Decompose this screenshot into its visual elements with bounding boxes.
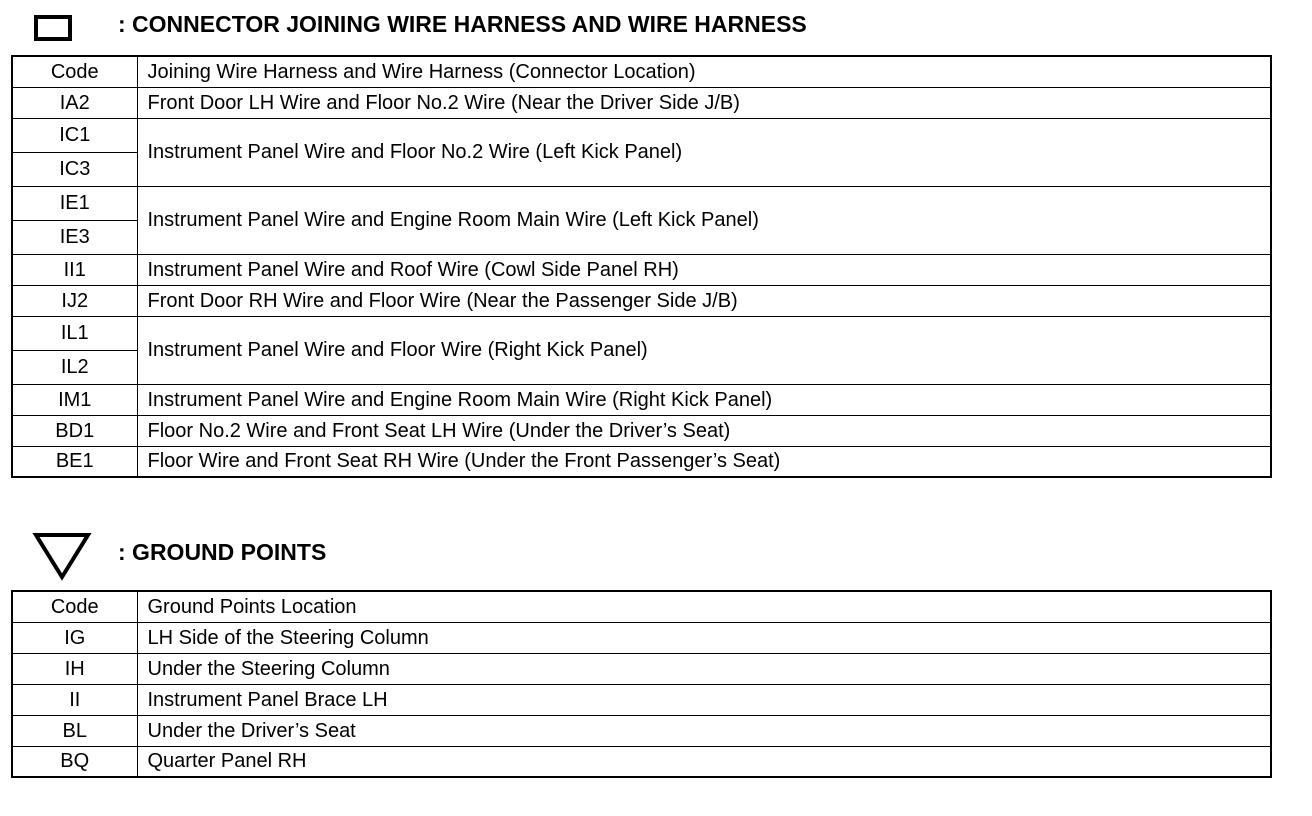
table-row — [12, 118, 1271, 186]
code-value: IL1 — [13, 317, 137, 351]
table-row — [12, 653, 1271, 684]
code-cell: IA2 — [12, 87, 137, 118]
code-cell: BL — [12, 715, 137, 746]
code-cell — [12, 316, 137, 384]
description-cell: Instrument Panel Wire and Floor No.2 Wire (Left Kick Panel) — [137, 118, 1271, 186]
table-header-row — [12, 591, 1271, 622]
description-cell: Under the Steering Column — [137, 653, 1271, 684]
table-row — [12, 285, 1271, 316]
code-pair — [13, 119, 137, 186]
code-cell: II — [12, 684, 137, 715]
table-header-row — [12, 56, 1271, 87]
description-cell: LH Side of the Steering Column — [137, 622, 1271, 653]
description-header: Ground Points Location — [137, 591, 1271, 622]
connector-section-heading: : CONNECTOR JOINING WIRE HARNESS AND WIRE HARNESS — [118, 10, 807, 37]
ground-section-heading: : GROUND POINTS — [118, 538, 327, 565]
inverted-triangle-icon — [32, 531, 92, 583]
code-cell: IG — [12, 622, 137, 653]
description-cell: Instrument Panel Wire and Engine Room Main Wire (Right Kick Panel) — [137, 384, 1271, 415]
code-cell: BD1 — [12, 415, 137, 446]
description-cell: Front Door LH Wire and Floor No.2 Wire (Near the Driver Side J/B) — [137, 87, 1271, 118]
description-cell: Instrument Panel Wire and Engine Room Main Wire (Left Kick Panel) — [137, 186, 1271, 254]
code-value: IE1 — [13, 187, 137, 221]
code-cell: BQ — [12, 746, 137, 777]
table-row — [12, 316, 1271, 384]
description-cell: Quarter Panel RH — [137, 746, 1271, 777]
table-row — [12, 715, 1271, 746]
code-cell: IH — [12, 653, 137, 684]
code-cell — [12, 118, 137, 186]
table-row — [12, 446, 1271, 477]
description-cell: Front Door RH Wire and Floor Wire (Near the Passenger Side J/B) — [137, 285, 1271, 316]
code-header: Code — [12, 591, 137, 622]
table-row — [12, 684, 1271, 715]
code-pair — [13, 317, 137, 384]
table-row — [12, 622, 1271, 653]
description-cell: Instrument Panel Wire and Roof Wire (Cowl Side Panel RH) — [137, 254, 1271, 285]
square-outline-icon — [34, 15, 72, 41]
code-pair — [13, 187, 137, 254]
code-header: Code — [12, 56, 137, 87]
code-value: IC1 — [13, 119, 137, 153]
table-row — [12, 746, 1271, 777]
connector-table — [11, 55, 1272, 478]
description-cell: Floor Wire and Front Seat RH Wire (Under the Front Passenger’s Seat) — [137, 446, 1271, 477]
description-cell: Instrument Panel Brace LH — [137, 684, 1271, 715]
code-cell: II1 — [12, 254, 137, 285]
table-row — [12, 186, 1271, 254]
code-value: IL2 — [60, 355, 89, 378]
code-cell: IJ2 — [12, 285, 137, 316]
table-row — [12, 384, 1271, 415]
description-cell: Under the Driver’s Seat — [137, 715, 1271, 746]
code-value: IC3 — [59, 157, 91, 180]
table-row — [12, 87, 1271, 118]
description-cell: Instrument Panel Wire and Floor Wire (Right Kick Panel) — [137, 316, 1271, 384]
table-row — [12, 415, 1271, 446]
ground-table — [11, 590, 1272, 778]
description-cell: Floor No.2 Wire and Front Seat LH Wire (Under the Driver’s Seat) — [137, 415, 1271, 446]
code-value: IE3 — [59, 225, 90, 248]
code-cell: IM1 — [12, 384, 137, 415]
description-header: Joining Wire Harness and Wire Harness (Connector Location) — [137, 56, 1271, 87]
code-cell: BE1 — [12, 446, 137, 477]
code-cell — [12, 186, 137, 254]
table-row — [12, 254, 1271, 285]
